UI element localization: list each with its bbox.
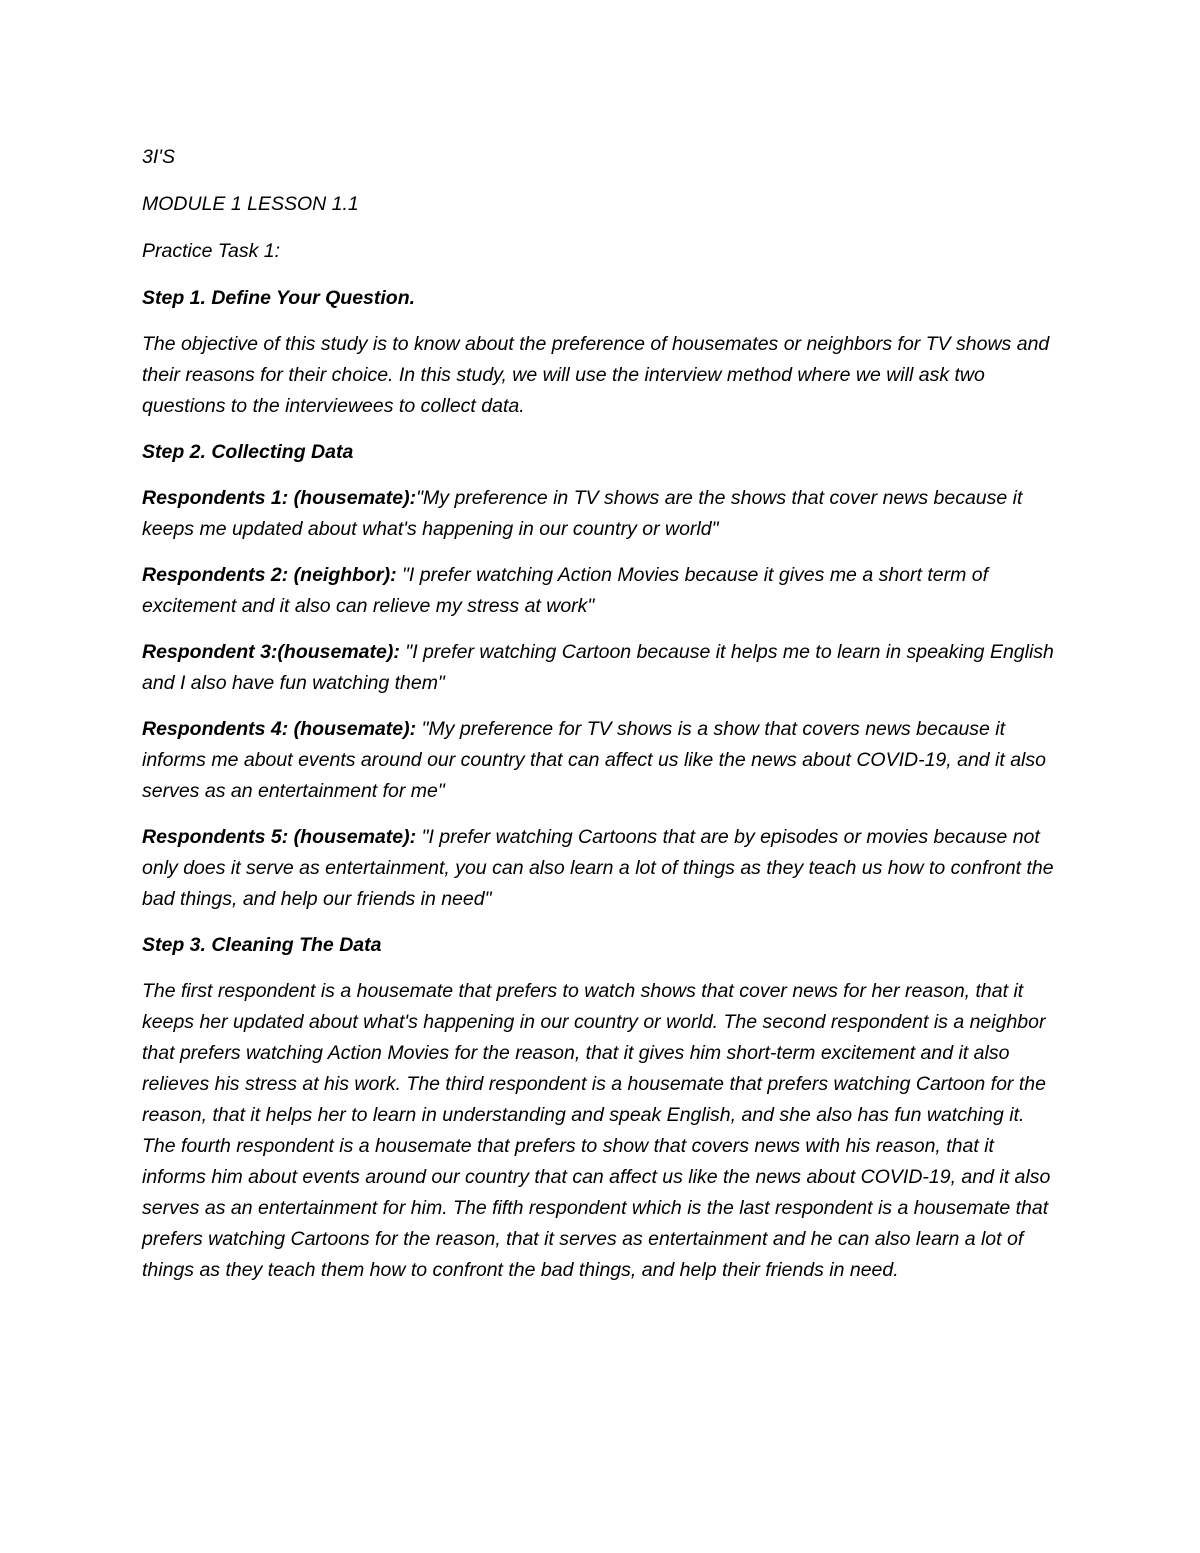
respondent-entry-1 [142, 483, 1060, 545]
task-title: Practice Task 1: [142, 240, 281, 262]
respondent-entry-3 [142, 637, 1060, 699]
respondent-label: Respondents 4: (housemate): [142, 718, 417, 740]
step3-heading: Step 3. Cleaning The Data [142, 934, 382, 956]
step1-body: The objective of this study is to know about the preference of housemates or neighbors for TV shows and their reasons for their choice. In this study, we will use the interview method where we will ask two questions to the interviewees to collect data. [142, 333, 1050, 417]
respondent-quote: "I prefer watching Action Movies because it gives me a short term of excitement and it also can relieve my stress at work" [142, 564, 989, 617]
respondent-entry-4 [142, 714, 1060, 807]
step1-heading: Step 1. Define Your Question. [142, 287, 416, 309]
respondent-label: Respondents 1: (housemate): [142, 487, 417, 509]
respondent-entry-2 [142, 560, 1060, 622]
respondent-quote: "My preference in TV shows are the shows that cover news because it keeps me updated about what's happening in our country or world" [142, 487, 1023, 540]
module-title: MODULE 1 LESSON 1.1 [142, 193, 359, 215]
step2-heading: Step 2. Collecting Data [142, 441, 354, 463]
respondent-quote: "My preference for TV shows is a show that covers news because it informs me about events around our country that can affect us like the news about COVID-19, and it also serves as an entertainment for me" [142, 718, 1046, 802]
respondent-label: Respondent 3:(housemate): [142, 641, 400, 663]
respondent-label: Respondents 2: (neighbor): [142, 564, 397, 586]
respondent-quote: "I prefer watching Cartoons that are by episodes or movies because not only does it serve as entertainment, you can also learn a lot of things as they teach us how to confront the bad things, and help our friends in need" [142, 826, 1054, 910]
step3-body: The first respondent is a housemate that prefers to watch shows that cover news for her reason, that it keeps her updated about what's happening in our country or world. The second respondent is a neighbor that prefers watching Action Movies for the reason, that it gives him short-term excitement and it also relieves his stress at his work. The third respondent is a housemate that prefers watching Cartoon for the reason, that it helps her to learn in understanding and speak English, and she also has fun watching it. The fourth respondent is a housemate that prefers to show that covers news with his reason, that it informs him about events around our country that can affect us like the news about COVID-19, and it also serves as an entertainment for him. The fifth respondent which is the last respondent is a housemate that prefers watching Cartoons for the reason, that it serves as entertainment and he can also learn a lot of things as they teach them how to confront the bad things, and help their friends in need. [142, 980, 1051, 1281]
respondent-quote: "I prefer watching Cartoon because it helps me to learn in speaking English and I also have fun watching them" [142, 641, 1054, 694]
respondent-entry-5 [142, 822, 1060, 915]
respondent-label: Respondents 5: (housemate): [142, 826, 417, 848]
class-code: 3I'S [142, 146, 175, 168]
